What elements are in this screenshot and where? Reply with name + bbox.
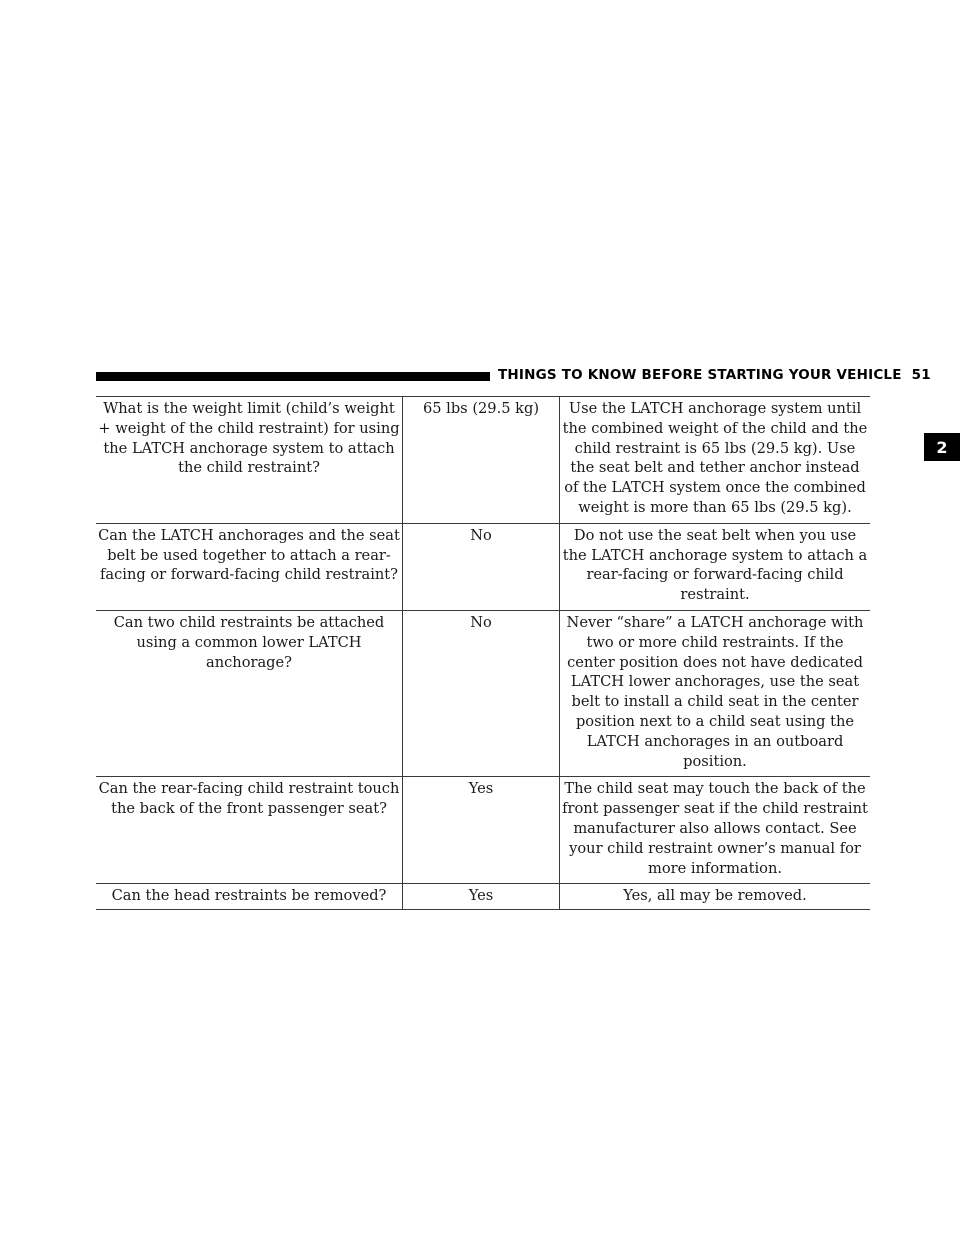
question-cell: Can the LATCH anchorages and the seat belt be used together to attach a rear-facing or forward-facing child restraint? bbox=[96, 523, 403, 610]
instructions-cell: Do not use the seat belt when you use the LATCH anchorage system to attach a rear-facing or forward-facing child restraint. bbox=[560, 523, 871, 610]
question-cell: Can the rear-facing child restraint touch the back of the front passenger seat? bbox=[96, 777, 403, 884]
latch-faq-table bbox=[96, 396, 870, 910]
instructions-cell: The child seat may touch the back of the front passenger seat if the child restraint manufacturer also allows contact. See your child restraint owner’s manual for more information. bbox=[560, 777, 871, 884]
answer-cell: 65 lbs (29.5 kg) bbox=[403, 397, 560, 524]
answer-cell: Yes bbox=[403, 777, 560, 884]
table-row bbox=[96, 610, 870, 776]
instructions-cell: Yes, all may be removed. bbox=[560, 884, 871, 910]
answer-cell: Yes bbox=[403, 884, 560, 910]
section-title: THINGS TO KNOW BEFORE STARTING YOUR VEHICLE bbox=[498, 367, 902, 383]
question-cell: Can the head restraints be removed? bbox=[96, 884, 403, 910]
header-rule bbox=[96, 372, 490, 381]
page-number: 51 bbox=[911, 367, 931, 383]
running-header bbox=[498, 367, 931, 383]
table-row bbox=[96, 523, 870, 610]
chapter-tab bbox=[924, 433, 960, 461]
answer-cell: No bbox=[403, 523, 560, 610]
table-row bbox=[96, 777, 870, 884]
table-row bbox=[96, 884, 870, 910]
instructions-cell: Use the LATCH anchorage system until the combined weight of the child and the child restraint is 65 lbs (29.5 kg). Use the seat belt and tether anchor instead of the LATCH system once the combined weight is more than 65 lbs (29.5 kg). bbox=[560, 397, 871, 524]
chapter-number: 2 bbox=[936, 437, 948, 457]
answer-cell: No bbox=[403, 610, 560, 776]
instructions-cell: Never “share” a LATCH anchorage with two or more child restraints. If the center position does not have dedicated LATCH lower anchorages, use the seat belt to install a child seat in the center position next to a child seat using the LATCH anchorages in an outboard position. bbox=[560, 610, 871, 776]
question-cell: What is the weight limit (child’s weight + weight of the child restraint) for using the LATCH anchorage system to attach the child restraint? bbox=[96, 397, 403, 524]
question-cell: Can two child restraints be attached using a common lower LATCH anchorage? bbox=[96, 610, 403, 776]
table-row bbox=[96, 397, 870, 524]
